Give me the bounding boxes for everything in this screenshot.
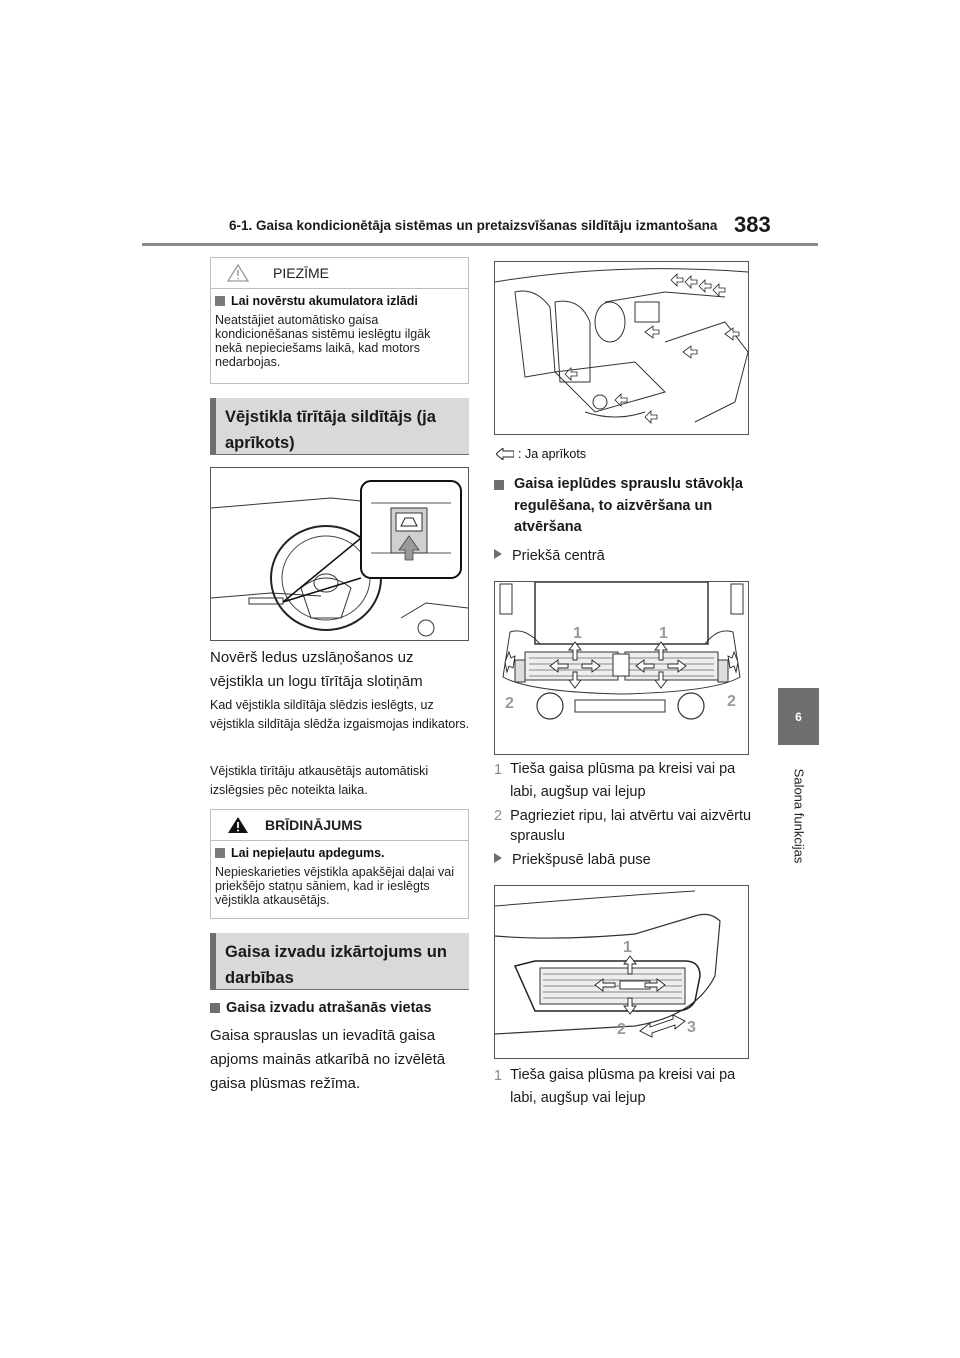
side-vents-label: Priekšpusē labā puse	[512, 852, 651, 868]
arrow-legend-icon	[496, 448, 514, 460]
chapter-label: Salona funkcijas	[791, 768, 807, 864]
center-item-2-text: Pagrieziet ripu, lai atvērtu vai aizvērtu sprauslu	[510, 808, 752, 844]
warning-box	[210, 809, 469, 919]
figure-center-vents	[494, 581, 749, 755]
cabin-interior-illustration	[495, 262, 748, 434]
page-number: 383	[734, 212, 771, 237]
outlet-locations-subhead: Gaisa izvadu atrašanās vietas	[226, 1000, 432, 1016]
center-item-2	[494, 806, 754, 846]
warning-text: Nepieskarieties vējstikla apakšējai daļai vai priekšējo statņu sāniem, kad ir ieslēgts vējstikla atkausētājs.	[215, 865, 455, 907]
square-bullet-icon	[215, 848, 225, 858]
section-rule	[210, 454, 469, 455]
section-wiper-heater-title: Vējstikla tīrītāja sildītājs (ja aprīkots)	[210, 398, 469, 454]
center-figure-label-2b: 2	[727, 693, 736, 710]
square-bullet-icon	[494, 480, 504, 490]
center-vents-label: Priekšā centrā	[512, 548, 605, 564]
outlet-locations-subhead-row	[210, 997, 472, 1019]
vent-adjust-subhead: Gaisa ieplūdes sprauslu stāvokļa regulēšana, to aizvēršana un atvēršana	[514, 476, 743, 535]
center-item-2-number: 2	[494, 808, 503, 824]
section-rule	[210, 989, 469, 990]
notice-text: Neatstājiet automātisko gaisa kondicionēšanas sistēmu ieslēgtu ilgāk nekā nepieciešams laikā, kad motors nedarbojas.	[215, 313, 431, 369]
side-vents-label-row	[494, 850, 651, 870]
chapter-label-wrap	[784, 756, 814, 876]
warning-title: BRĪDINĀJUMS	[265, 817, 363, 833]
chapter-number: 6	[795, 709, 802, 724]
side-item-1	[494, 1066, 754, 1110]
header-title: 6-1. Gaisa kondicionētāja sistēmas un pretaizsvīšanas sildītāju izmantošana	[229, 218, 718, 233]
square-bullet-icon	[210, 1003, 220, 1013]
wiper-heater-description: Novērš ledus uzslāņošanos uz vējstikla un logu tīrītāja slotiņām	[210, 649, 423, 690]
center-item-1	[494, 760, 754, 804]
notice-title: PIEZĪME	[273, 265, 330, 281]
legend-text: : Ja aprīkots	[518, 447, 587, 461]
chapter-tab	[778, 688, 819, 745]
outlet-locations-text: Gaisa sprauslas un ievadītā gaisa apjoms mainās atkarībā no izvēlētā gaisa plūsmas režīma.	[210, 1027, 446, 1092]
triangle-bullet-icon	[494, 853, 502, 863]
side-item-1-number: 1	[494, 1068, 503, 1084]
square-bullet-icon	[215, 296, 225, 306]
vent-adjust-subhead-row	[494, 474, 754, 539]
notice-subhead: Lai novērstu akumulatora izlādi	[231, 294, 418, 308]
center-vents-label-row	[494, 546, 605, 566]
side-figure-label-1: 1	[623, 939, 632, 956]
notice-subhead-row	[211, 289, 468, 308]
warning-header	[211, 810, 468, 834]
center-figure-label-2a: 2	[505, 695, 514, 712]
caution-outline-icon	[227, 264, 249, 282]
legend-row	[496, 447, 586, 461]
header-rule	[142, 243, 818, 246]
side-vents-illustration	[495, 886, 748, 1058]
section-air-outlets-title: Gaisa izvadu izkārtojums un darbības	[210, 933, 469, 989]
center-figure-label-1b: 1	[659, 625, 668, 642]
dashboard-switch-illustration	[211, 468, 468, 640]
notice-box	[210, 257, 469, 384]
figure-cabin-vents	[494, 261, 749, 435]
center-item-1-text: Tieša gaisa plūsma pa kreisi vai pa labi, augšup vai lejup	[510, 761, 736, 800]
wiper-heater-note-1: Kad vējstikla sildītāja slēdzis ieslēgts, uz vējstikla sildītāja slēdža izgaismojas indikators.	[210, 698, 470, 731]
center-vents-illustration	[495, 582, 748, 754]
side-item-1-text: Tieša gaisa plūsma pa kreisi vai pa labi, augšup vai lejup	[510, 1067, 736, 1106]
warning-triangle-icon	[227, 816, 249, 834]
side-figure-label-2: 2	[617, 1021, 626, 1038]
figure-wiper-switch	[210, 467, 469, 641]
warning-subhead-row	[211, 841, 468, 860]
warning-subhead: Lai nepieļautu apdegums.	[231, 846, 385, 860]
notice-header	[211, 258, 468, 282]
wiper-heater-note-2: Vējstikla tīrītāju atkausētājs automātiski izslēgsies pēc noteikta laika.	[210, 764, 429, 797]
side-figure-label-3: 3	[687, 1019, 696, 1036]
figure-side-vents	[494, 885, 749, 1059]
triangle-bullet-icon	[494, 549, 502, 559]
center-figure-label-1a: 1	[573, 625, 582, 642]
center-item-1-number: 1	[494, 762, 503, 778]
